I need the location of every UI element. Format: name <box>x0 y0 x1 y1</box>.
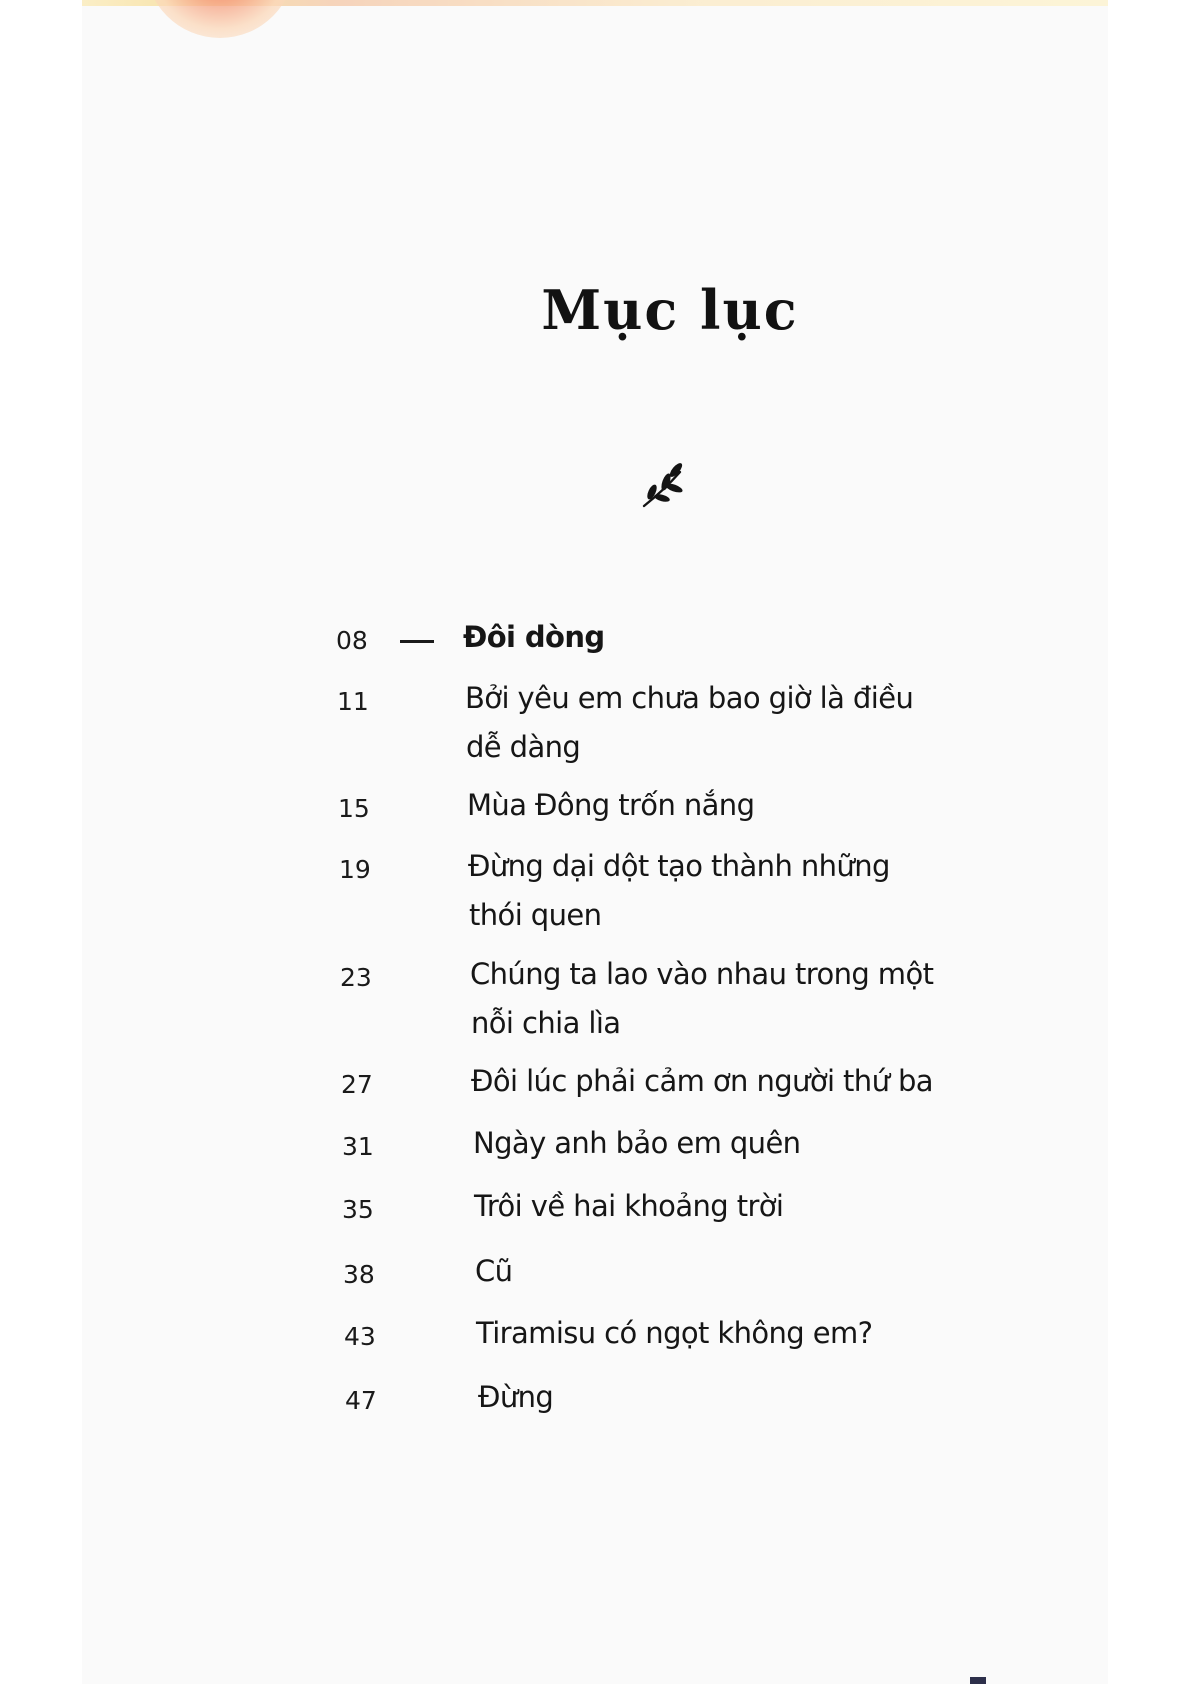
em-dash-separator <box>400 640 434 643</box>
toc-page-number: 47 <box>345 1386 377 1415</box>
toc-page-number: 08 <box>336 626 368 655</box>
toc-page-number: 35 <box>342 1195 374 1224</box>
toc-chapter-title: Tiramisu có ngọt không em? <box>476 1316 873 1350</box>
toc-page-number: 27 <box>341 1070 373 1099</box>
toc-page-number: 11 <box>337 687 369 716</box>
toc-chapter-title: Đừng <box>478 1380 554 1414</box>
toc-chapter-title: Ngày anh bảo em quên <box>473 1126 801 1160</box>
toc-page-number: 38 <box>343 1260 375 1289</box>
page-corner-mark <box>970 1677 986 1684</box>
toc-chapter-title: Đôi dòng <box>463 620 605 654</box>
toc-page-number: 31 <box>342 1132 374 1161</box>
toc-chapter-title: Mùa Đông trốn nắng <box>467 788 755 822</box>
toc-chapter-title: Trôi về hai khoảng trời <box>474 1189 784 1223</box>
toc-chapter-title-continued: nỗi chia lìa <box>471 1006 621 1040</box>
toc-page-number: 19 <box>339 855 371 884</box>
toc-chapter-title-continued: dễ dàng <box>466 730 581 764</box>
toc-page-number: 23 <box>340 963 372 992</box>
toc-chapter-title: Bởi yêu em chưa bao giờ là điều <box>465 681 914 715</box>
toc-chapter-title: Chúng ta lao vào nhau trong một <box>470 957 934 991</box>
toc-page-number: 43 <box>344 1322 376 1351</box>
toc-page-number: 15 <box>338 794 370 823</box>
toc-chapter-title: Đôi lúc phải cảm ơn người thứ ba <box>471 1064 933 1098</box>
toc-chapter-title-continued: thói quen <box>469 898 602 932</box>
toc-chapter-title: Cũ <box>475 1254 513 1288</box>
toc-chapter-title: Đừng dại dột tạo thành những <box>468 849 890 883</box>
page-title: Mục lục <box>541 278 799 342</box>
